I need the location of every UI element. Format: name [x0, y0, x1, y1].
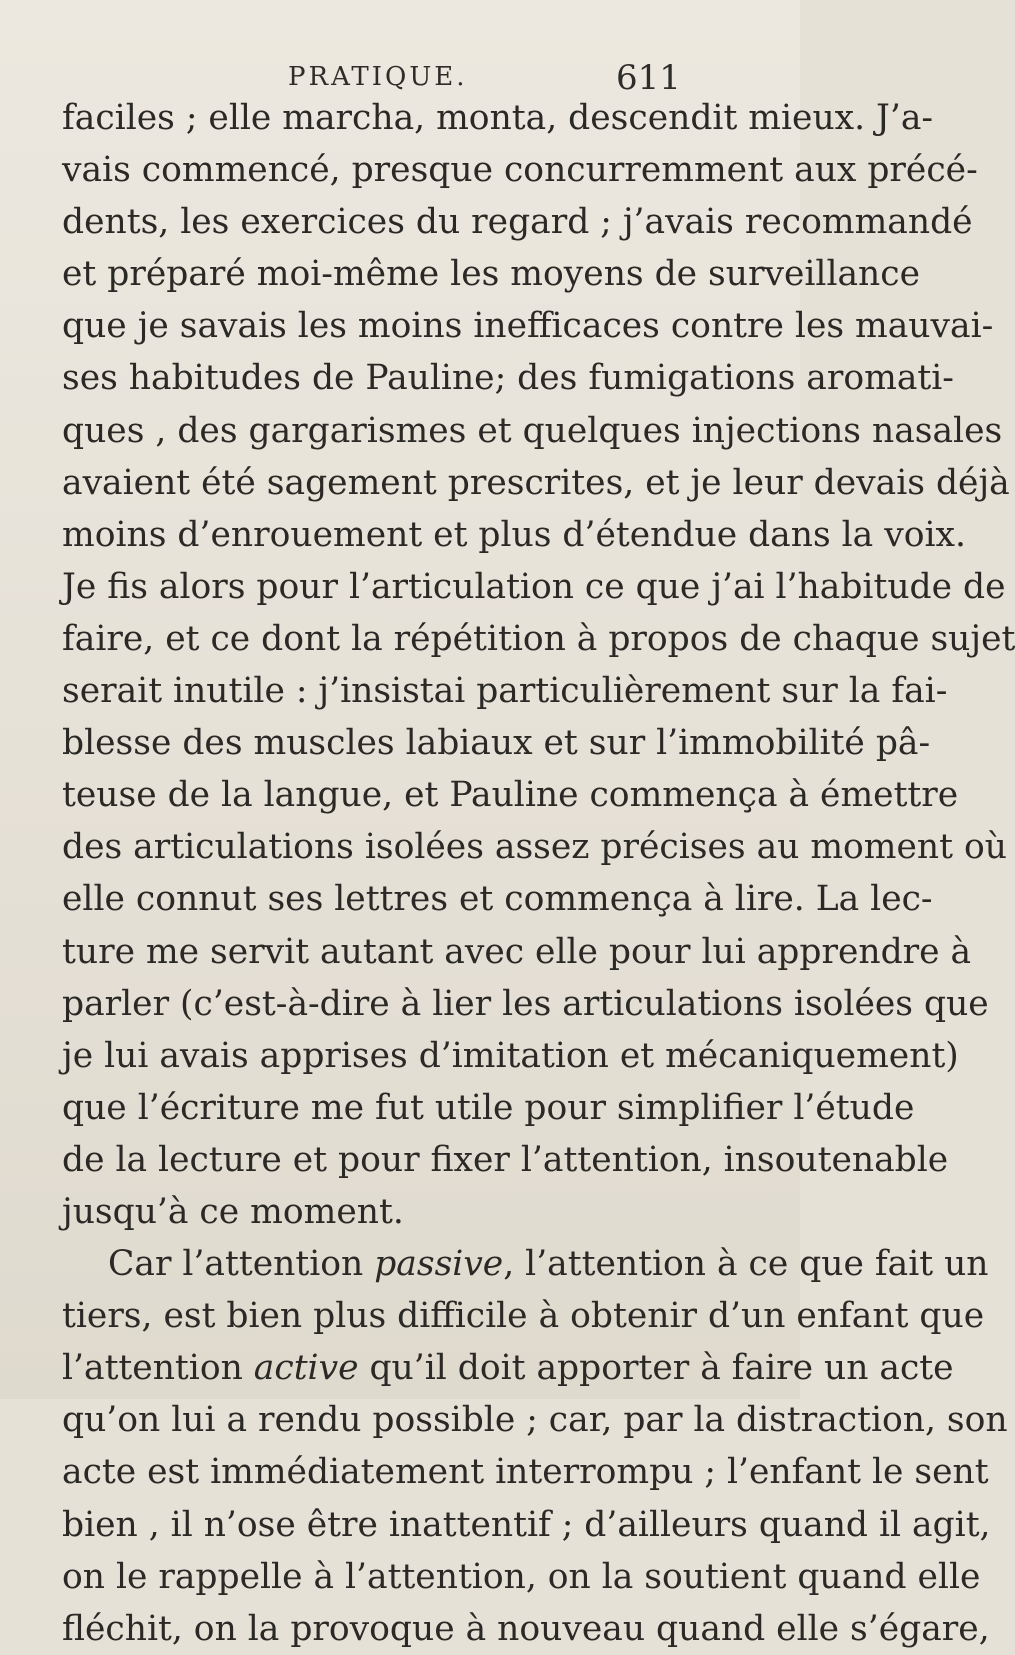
- text-line: parler (c’est-à-dire à lier les articulations isolées que: [62, 983, 989, 1024]
- text-line: Je fis alors pour l’articulation ce que j’ai l’habitude de: [62, 566, 1006, 607]
- text-line: tiers, est bien plus difficile à obtenir d’un enfant que: [62, 1296, 985, 1337]
- text-line: je lui avais apprises d’imitation et mécaniquement): [62, 1035, 959, 1076]
- text-run: l’attention: [62, 1348, 254, 1389]
- text-line: de la lecture et pour fixer l’attention, insoutenable: [62, 1139, 949, 1180]
- text-line: faciles ; elle marcha, monta, descendit mieux. J’a-: [62, 98, 934, 138]
- text-run: , l’attention à ce que fait un: [503, 1244, 989, 1285]
- text-line: on le rappelle à l’attention, on la soutient quand elle: [62, 1556, 981, 1597]
- italic-word: active: [253, 1348, 359, 1389]
- text-line: que je savais les moins inefficaces contre les mauvai-: [62, 306, 994, 347]
- text-line: ses habitudes de Pauline; des fumigations aromati-: [62, 358, 954, 399]
- text-line: [62, 1342, 954, 1394]
- italic-word: passive: [374, 1244, 504, 1285]
- text-line: des articulations isolées assez précises au moment où: [62, 827, 1007, 868]
- text-line: teuse de la langue, et Pauline commença à émettre: [62, 775, 959, 816]
- text-line: que l’écriture me fut utile pour simplifier l’étude: [62, 1087, 915, 1128]
- text-line: faire, et ce dont la répétition à propos de chaque sujet: [62, 618, 1015, 659]
- text-line: serait inutile : j’insistai particulièrement sur la fai-: [62, 671, 948, 712]
- paragraph-1: [62, 92, 1015, 1238]
- text-line: vais commencé, presque concurremment aux précé-: [62, 150, 978, 191]
- page-number: 611: [616, 58, 681, 98]
- running-title: PRATIQUE.: [288, 62, 468, 92]
- text-line: fléchit, on la provoque à nouveau quand elle s’égare,: [62, 1608, 990, 1649]
- text-line: elle connut ses lettres et commença à lire. La lec-: [62, 879, 933, 920]
- body-text: [62, 92, 1015, 1655]
- text-line: moins d’enrouement et plus d’étendue dans la voix.: [62, 514, 966, 555]
- text-line: [62, 1238, 989, 1290]
- text-run: qu’il doit apporter à faire un acte: [358, 1348, 954, 1389]
- text-line: avaient été sagement prescrites, et je leur devais déjà: [62, 462, 1010, 503]
- text-line: acte est immédiatement interrompu ; l’enfant le sent: [62, 1452, 989, 1493]
- text-line: ques , des gargarismes et quelques injections nasales: [62, 410, 1003, 451]
- text-run: Car l’attention: [108, 1244, 375, 1285]
- text-line: qu’on lui a rendu possible ; car, par la distraction, son: [62, 1400, 1008, 1441]
- text-line: dents, les exercices du regard ; j’avais recommandé: [62, 202, 973, 243]
- paragraph-2: [62, 1238, 1008, 1655]
- text-line: blesse des muscles labiaux et sur l’immobilité pâ-: [62, 723, 931, 764]
- text-line: ture me servit autant avec elle pour lui apprendre à: [62, 931, 972, 972]
- text-line: bien , il n’ose être inattentif ; d’ailleurs quand il agit,: [62, 1504, 991, 1545]
- text-line: et préparé moi-même les moyens de surveillance: [62, 254, 921, 295]
- text-line: jusqu’à ce moment.: [62, 1191, 404, 1232]
